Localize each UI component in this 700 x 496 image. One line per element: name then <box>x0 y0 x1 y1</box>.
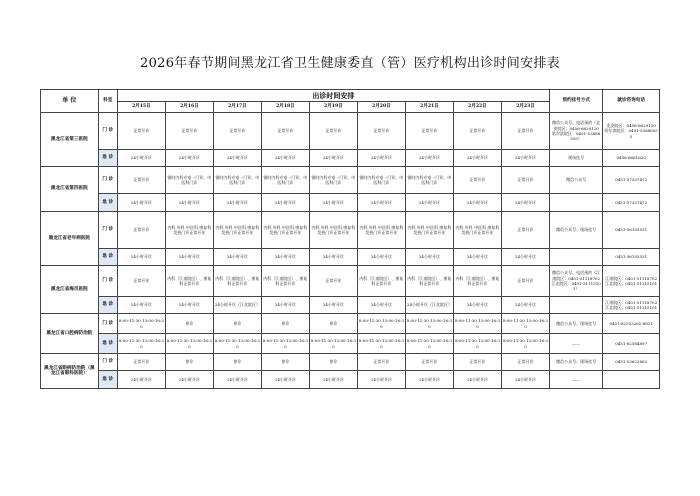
schedule-cell: 24小时开诊 <box>405 249 453 266</box>
schedule-cell: 内科（江南院区）、康复科正常开诊 <box>405 266 453 297</box>
schedule-cell: 内科（江南院区）、康复科正常开诊 <box>165 266 213 297</box>
schedule-cell: 正常开诊 <box>117 167 165 194</box>
schedule-cell: 8:00-11:30 13:00-16:30 <box>165 334 213 354</box>
schedule-cell: 24小时开诊 <box>357 194 405 212</box>
booking-cell: 微信公众号、现场挂号 <box>549 212 602 249</box>
phone-cell: 0451-56193531 <box>603 212 660 249</box>
schedule-cell: 24小时开诊 <box>453 150 501 167</box>
header-schedule: 出诊时间安排 <box>117 90 549 102</box>
schedule-cell: 正常开诊 <box>309 113 357 150</box>
schedule-cell: 24小时开诊 <box>453 297 501 314</box>
schedule-cell: 正常开诊 <box>453 354 501 371</box>
schedule-cell: 24小时开诊 <box>405 371 453 389</box>
dept-label: 急 诊 <box>98 371 117 389</box>
phone-cell: 江南院区：0451-51118702 江北院区：0451-51115101 <box>603 297 660 314</box>
schedule-cell: 24小时开诊 <box>501 194 549 212</box>
header-booking: 预约挂号方式 <box>549 90 602 113</box>
schedule-cell: 8:00-11:30 13:00-16:30 <box>453 314 501 334</box>
schedule-cell: 停诊 <box>261 354 309 371</box>
phone-cell: 0451-82584897 <box>603 334 660 354</box>
dept-label: 门 诊 <box>98 314 117 334</box>
schedule-cell: 停诊 <box>213 354 261 371</box>
dept-label: 门 诊 <box>98 212 117 249</box>
schedule-cell: 24小时开诊 <box>165 150 213 167</box>
dept-label: 急 诊 <box>98 297 117 314</box>
phone-cell: 0451-57337472 <box>603 167 660 194</box>
schedule-cell: 24小时开诊 <box>405 194 453 212</box>
booking-cell: 微信公众号 <box>549 167 602 194</box>
schedule-cell: 24小时开诊 <box>405 150 453 167</box>
schedule-cell: 24小时开诊 <box>357 371 405 389</box>
schedule-cell: 正常开诊 <box>213 113 261 150</box>
schedule-cell: 24小时开诊 <box>453 194 501 212</box>
table-row <box>41 266 660 297</box>
header-dept: 科室 <box>98 90 117 113</box>
schedule-cell: 24小时开诊 <box>117 249 165 266</box>
date-header: 2月15日 <box>117 102 165 113</box>
schedule-cell: 正常开诊 <box>405 354 453 371</box>
schedule-cell: 24小时开诊 <box>261 371 309 389</box>
schedule-cell: 正常开诊 <box>453 167 501 194</box>
schedule-cell: 24小时开诊（江北院区） <box>405 297 453 314</box>
date-header: 2月22日 <box>453 102 501 113</box>
schedule-cell: 24小时开诊 <box>117 297 165 314</box>
schedule-cell: 内科 外科 中医科 康复科 发热门诊正常开诊 <box>357 212 405 249</box>
schedule-cell: 24小时开诊 <box>261 249 309 266</box>
phone-cell: 江南院区：0451-51118702 江北院区：0451-51115101 <box>603 266 660 297</box>
schedule-cell: 24小时开诊 <box>309 194 357 212</box>
schedule-cell: 24小时开诊（江北院区） <box>213 297 261 314</box>
schedule-cell: 24小时开诊 <box>165 371 213 389</box>
date-header: 2月21日 <box>405 102 453 113</box>
schedule-cell: 正常开诊 <box>501 354 549 371</box>
phone-cell: 0451-56193531 <box>603 249 660 266</box>
phone-cell: 北安院区：0456-6629120 哈尔滨院区：0451-53686555 <box>603 113 660 150</box>
schedule-cell: 24小时开诊 <box>309 249 357 266</box>
schedule-cell: 24小时开诊 <box>117 150 165 167</box>
phone-cell: 0451-53622862 <box>603 354 660 371</box>
phone-cell: 0451-82533261-8831 <box>603 314 660 334</box>
table-row <box>41 194 660 212</box>
date-header: 2月16日 <box>165 102 213 113</box>
schedule-cell: 24小时开诊 <box>501 297 549 314</box>
schedule-cell: 停诊 <box>309 314 357 334</box>
schedule-cell: 24小时开诊 <box>501 150 549 167</box>
schedule-cell: 停诊 <box>165 314 213 334</box>
booking-cell <box>549 194 602 212</box>
schedule-cell: 正常开诊 <box>501 113 549 150</box>
schedule-cell: 24小时开诊 <box>453 371 501 389</box>
schedule-cell: 错时内科专家一门诊、中医科门诊 <box>405 167 453 194</box>
schedule-cell: 正常开诊 <box>357 113 405 150</box>
schedule-table <box>40 89 660 389</box>
schedule-cell: 24小时开诊 <box>357 249 405 266</box>
unit-name: 黑龙江省海员医院 <box>41 266 99 314</box>
schedule-cell: 24小时开诊 <box>357 297 405 314</box>
schedule-cell: 正常开诊 <box>501 167 549 194</box>
date-header: 2月17日 <box>213 102 261 113</box>
table-row <box>41 249 660 266</box>
table-row <box>41 167 660 194</box>
schedule-cell: 24小时开诊 <box>309 150 357 167</box>
schedule-cell: 24小时开诊 <box>213 249 261 266</box>
schedule-cell: 正常开诊 <box>453 113 501 150</box>
page-title: 2026年春节期间黑龙江省卫生健康委直（管）医疗机构出诊时间安排表 <box>140 56 560 71</box>
schedule-cell: 8:00-11:30 13:00-16:30 <box>261 334 309 354</box>
schedule-cell: 24小时开诊 <box>117 371 165 389</box>
schedule-cell: 错时内科专家一门诊、中医科门诊 <box>357 167 405 194</box>
schedule-cell: 内科（江南院区）、康复科正常开诊 <box>453 266 501 297</box>
schedule-cell: 24小时开诊 <box>165 249 213 266</box>
schedule-cell: 正常开诊 <box>357 354 405 371</box>
header-unit: 单 位 <box>41 90 99 113</box>
dept-label: 急 诊 <box>98 194 117 212</box>
date-header: 2月19日 <box>309 102 357 113</box>
schedule-cell: 正常开诊 <box>261 113 309 150</box>
table-row <box>41 334 660 354</box>
header-row-1 <box>41 90 660 102</box>
schedule-cell: 正常开诊 <box>309 266 357 297</box>
booking-cell: 微信公众号、现场挂号 <box>549 314 602 334</box>
schedule-cell: 正常开诊 <box>165 113 213 150</box>
schedule-cell: 内科 外科 中医科 康复科 发热门诊正常开诊 <box>405 212 453 249</box>
booking-cell <box>549 249 602 266</box>
schedule-cell: 24小时开诊 <box>213 194 261 212</box>
schedule-cell: 内科 外科 中医科 康复科 发热门诊正常开诊 <box>165 212 213 249</box>
table-row <box>41 150 660 167</box>
date-header: 2月23日 <box>501 102 549 113</box>
unit-name: 黑龙江省第三医院 <box>41 113 99 167</box>
schedule-cell: 24小时开诊 <box>117 194 165 212</box>
date-header: 2月20日 <box>357 102 405 113</box>
booking-cell: 微信公众号、电话预约（江南院区：0451-51118702 江北院区：0451-51115101） <box>549 266 602 297</box>
schedule-cell: 24小时开诊 <box>501 249 549 266</box>
schedule-cell: 24小时开诊 <box>501 371 549 389</box>
booking-cell: 现场挂号 <box>549 150 602 167</box>
schedule-cell: 正常开诊 <box>117 266 165 297</box>
booking-cell: 微信公众号、现场挂号 <box>549 354 602 371</box>
schedule-cell: 正常开诊 <box>501 266 549 297</box>
schedule-cell: 8:00-11:30 13:00-16:30 <box>117 314 165 334</box>
schedule-cell: 停诊 <box>261 314 309 334</box>
schedule-cell: 停诊 <box>213 314 261 334</box>
booking-cell: —— <box>549 371 602 389</box>
schedule-cell: 8:00-11:30 13:00-16:30 <box>405 314 453 334</box>
table-row <box>41 212 660 249</box>
dept-label: 急 诊 <box>98 334 117 354</box>
date-header: 2月18日 <box>261 102 309 113</box>
unit-name: 黑龙江省老年病医院 <box>41 212 99 266</box>
schedule-cell: 内科 外科 中医科 康复科 发热门诊正常开诊 <box>261 212 309 249</box>
schedule-cell: 停诊 <box>165 354 213 371</box>
unit-name: 黑龙江省口腔病防治院 <box>41 314 99 354</box>
phone-cell: 0451-57337472 <box>603 194 660 212</box>
schedule-cell: 正常开诊 <box>117 212 165 249</box>
unit-name: 黑龙江省眼病防治院（黑龙江省眼科医院） <box>41 354 99 389</box>
header-phone: 就诊咨询电话 <box>603 90 660 113</box>
table-row <box>41 371 660 389</box>
phone-cell: 0456-6661620 <box>603 150 660 167</box>
dept-label: 急 诊 <box>98 249 117 266</box>
schedule-cell: 24小时开诊 <box>213 150 261 167</box>
schedule-cell: 24小时开诊 <box>309 371 357 389</box>
schedule-cell: 24小时开诊 <box>309 297 357 314</box>
schedule-cell: 24小时开诊 <box>261 150 309 167</box>
schedule-cell: 8:00-11:30 13:00-16:30 <box>309 334 357 354</box>
schedule-cell: 8:00-11:30 13:00-16:30 <box>357 334 405 354</box>
unit-name: 黑龙江省第四医院 <box>41 167 99 212</box>
schedule-cell: 内科 外科 中医科 康复科 发热门诊正常开诊 <box>213 212 261 249</box>
schedule-cell: 正常开诊 <box>117 354 165 371</box>
schedule-cell: 8:00-11:30 13:00-16:30 <box>453 334 501 354</box>
schedule-cell: 8:00-11:30 13:00-16:30 <box>501 334 549 354</box>
schedule-cell: 8:00-11:30 13:00-16:30 <box>117 334 165 354</box>
table-row <box>41 113 660 150</box>
schedule-cell: 24小时开诊 <box>165 297 213 314</box>
table-row <box>41 314 660 334</box>
schedule-cell: 8:00-11:30 13:00-16:30 <box>213 334 261 354</box>
schedule-cell: 内科（江南院区）、康复科正常开诊 <box>261 266 309 297</box>
schedule-cell: 错时内科专家一门诊、中医科门诊 <box>261 167 309 194</box>
dept-label: 门 诊 <box>98 354 117 371</box>
schedule-cell: 24小时开诊 <box>453 249 501 266</box>
booking-cell: —— <box>549 334 602 354</box>
table-row <box>41 354 660 371</box>
schedule-cell: 8:00-11:30 13:00-16:30 <box>501 314 549 334</box>
schedule-cell: 内科（江南院区）、康复科正常开诊 <box>357 266 405 297</box>
dept-label: 门 诊 <box>98 266 117 297</box>
schedule-cell: 错时内科专家一门诊、中医科门诊 <box>309 167 357 194</box>
schedule-cell: 24小时开诊 <box>165 194 213 212</box>
dept-label: 门 诊 <box>98 167 117 194</box>
schedule-cell: 8:00-11:30 13:00-16:30 <box>405 334 453 354</box>
booking-cell <box>549 297 602 314</box>
schedule-cell: 24小时开诊 <box>213 371 261 389</box>
schedule-cell: 24小时开诊 <box>261 297 309 314</box>
schedule-cell: 错时内科专家一门诊、中医科门诊 <box>213 167 261 194</box>
schedule-cell: 错时内科专家一门诊、中医科门诊 <box>165 167 213 194</box>
booking-cell: 微信公众号、电话预约（北安院区：0456-6629120 哈尔滨院区：0451-53686555） <box>549 113 602 150</box>
phone-cell <box>603 371 660 389</box>
schedule-cell: 正常开诊 <box>117 113 165 150</box>
schedule-cell: 24小时开诊 <box>261 194 309 212</box>
schedule-cell: 停诊 <box>309 354 357 371</box>
schedule-cell: 正常开诊 <box>405 113 453 150</box>
schedule-cell: 24小时开诊 <box>357 150 405 167</box>
dept-label: 急 诊 <box>98 150 117 167</box>
dept-label: 门 诊 <box>98 113 117 150</box>
schedule-cell: 内科 外科 中医科 康复科 发热门诊正常开诊 <box>453 212 501 249</box>
schedule-cell: 正常开诊 <box>501 212 549 249</box>
schedule-cell: 内科 外科 中医科 康复科 发热门诊正常开诊 <box>309 212 357 249</box>
table-row <box>41 297 660 314</box>
schedule-cell: 内科（江南院区）、康复科正常开诊 <box>213 266 261 297</box>
schedule-cell: 8:00-11:30 13:00-16:30 <box>357 314 405 334</box>
